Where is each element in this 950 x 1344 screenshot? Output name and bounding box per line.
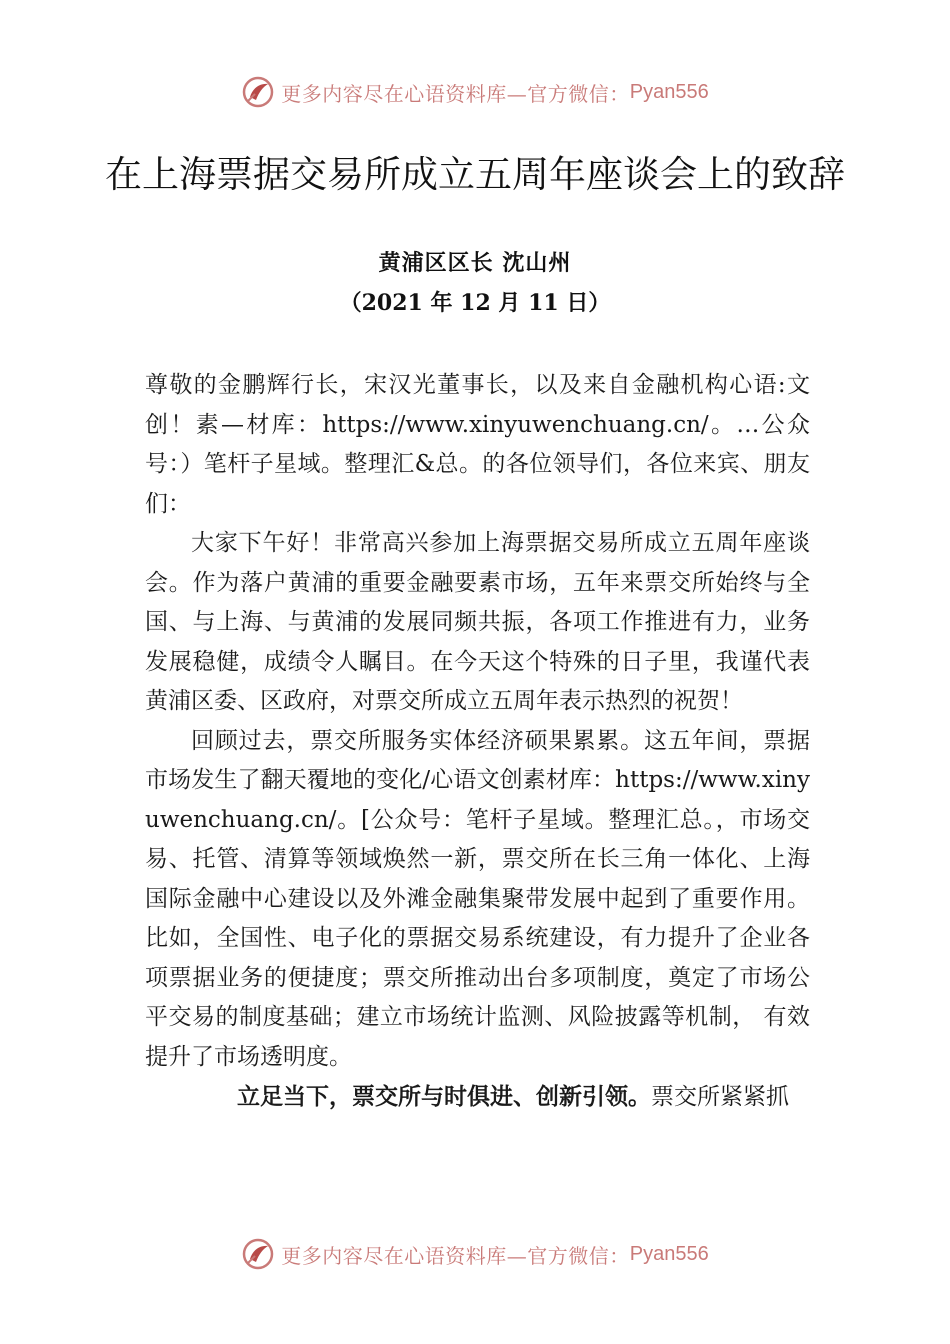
banner-text: 更多内容尽在心语资料库—官方微信： [281, 1243, 630, 1268]
banner-text: 更多内容尽在心语资料库—官方微信： [281, 81, 630, 106]
paragraph-opening: 大家下午好！非常高兴参加上海票据交易所成立五周年座谈会。作为落户黄浦的重要金融要素市场，五年来票交所始终与全国、与上海、与黄浦的发展同频共振，各项工作推进有力，业务发展稳健，成绩令人瞩目。在今天这个特殊的日子里，我谨代表黄浦区委、区政府，对票交所成立五周年表示热烈的祝贺！ [145, 530, 810, 714]
logo-icon [241, 75, 275, 109]
logo-icon [241, 1237, 275, 1271]
paragraph-review: 回顾过去，票交所服务实体经济硕果累累。这五年间，票据市场发生了翻天覆地的变化/心语文创素材库：https://www.xinyuwenchuang.cn/。[公众号：笔杆子星域。整理汇总。，市场交易、托管、清算等领域焕然一新，票交所在长三角一体化、上海国际金融中心建设以及外滩金融集聚带发展中起到了重要作用。比如，全国性、电子化的票据交易系统建设，有力提升了企业各项票据业务的便捷度；票交所推动出台多项制度，奠定了市场公平交易的制度基础；建立市场统计监测、风险披露等机制， 有效提升了市场透明度。 [145, 727, 810, 1070]
paragraph-present-text: 票交所紧紧抓 [651, 1084, 789, 1110]
document-body [145, 366, 810, 1118]
paragraph-greeting: 尊敬的金鹏辉行长，宋汉光董事长，以及来自金融机构心语:文创！素—材库：https://www.xinyuwenchuang.cn/。…公众号：）笔杆子星域。整理汇&总。的各位领导们，各位来宾、朋友们： [145, 372, 810, 517]
document-title: 在上海票据交易所成立五周年座谈会上的致辞 [105, 153, 845, 196]
document-date: （2021 年 12 月 11 日） [339, 290, 611, 316]
banner-wechat-id: Pyan556 [629, 80, 709, 103]
paragraph-present [145, 1077, 810, 1118]
header-watermark-banner [0, 70, 950, 114]
banner-wechat-id: Pyan556 [629, 1242, 709, 1265]
footer-watermark-banner [0, 1232, 950, 1276]
paragraph-present-heading: 立足当下，票交所与时俱进、创新引领。 [237, 1083, 651, 1110]
document-author: 黄浦区区长 沈山州 [378, 250, 572, 276]
